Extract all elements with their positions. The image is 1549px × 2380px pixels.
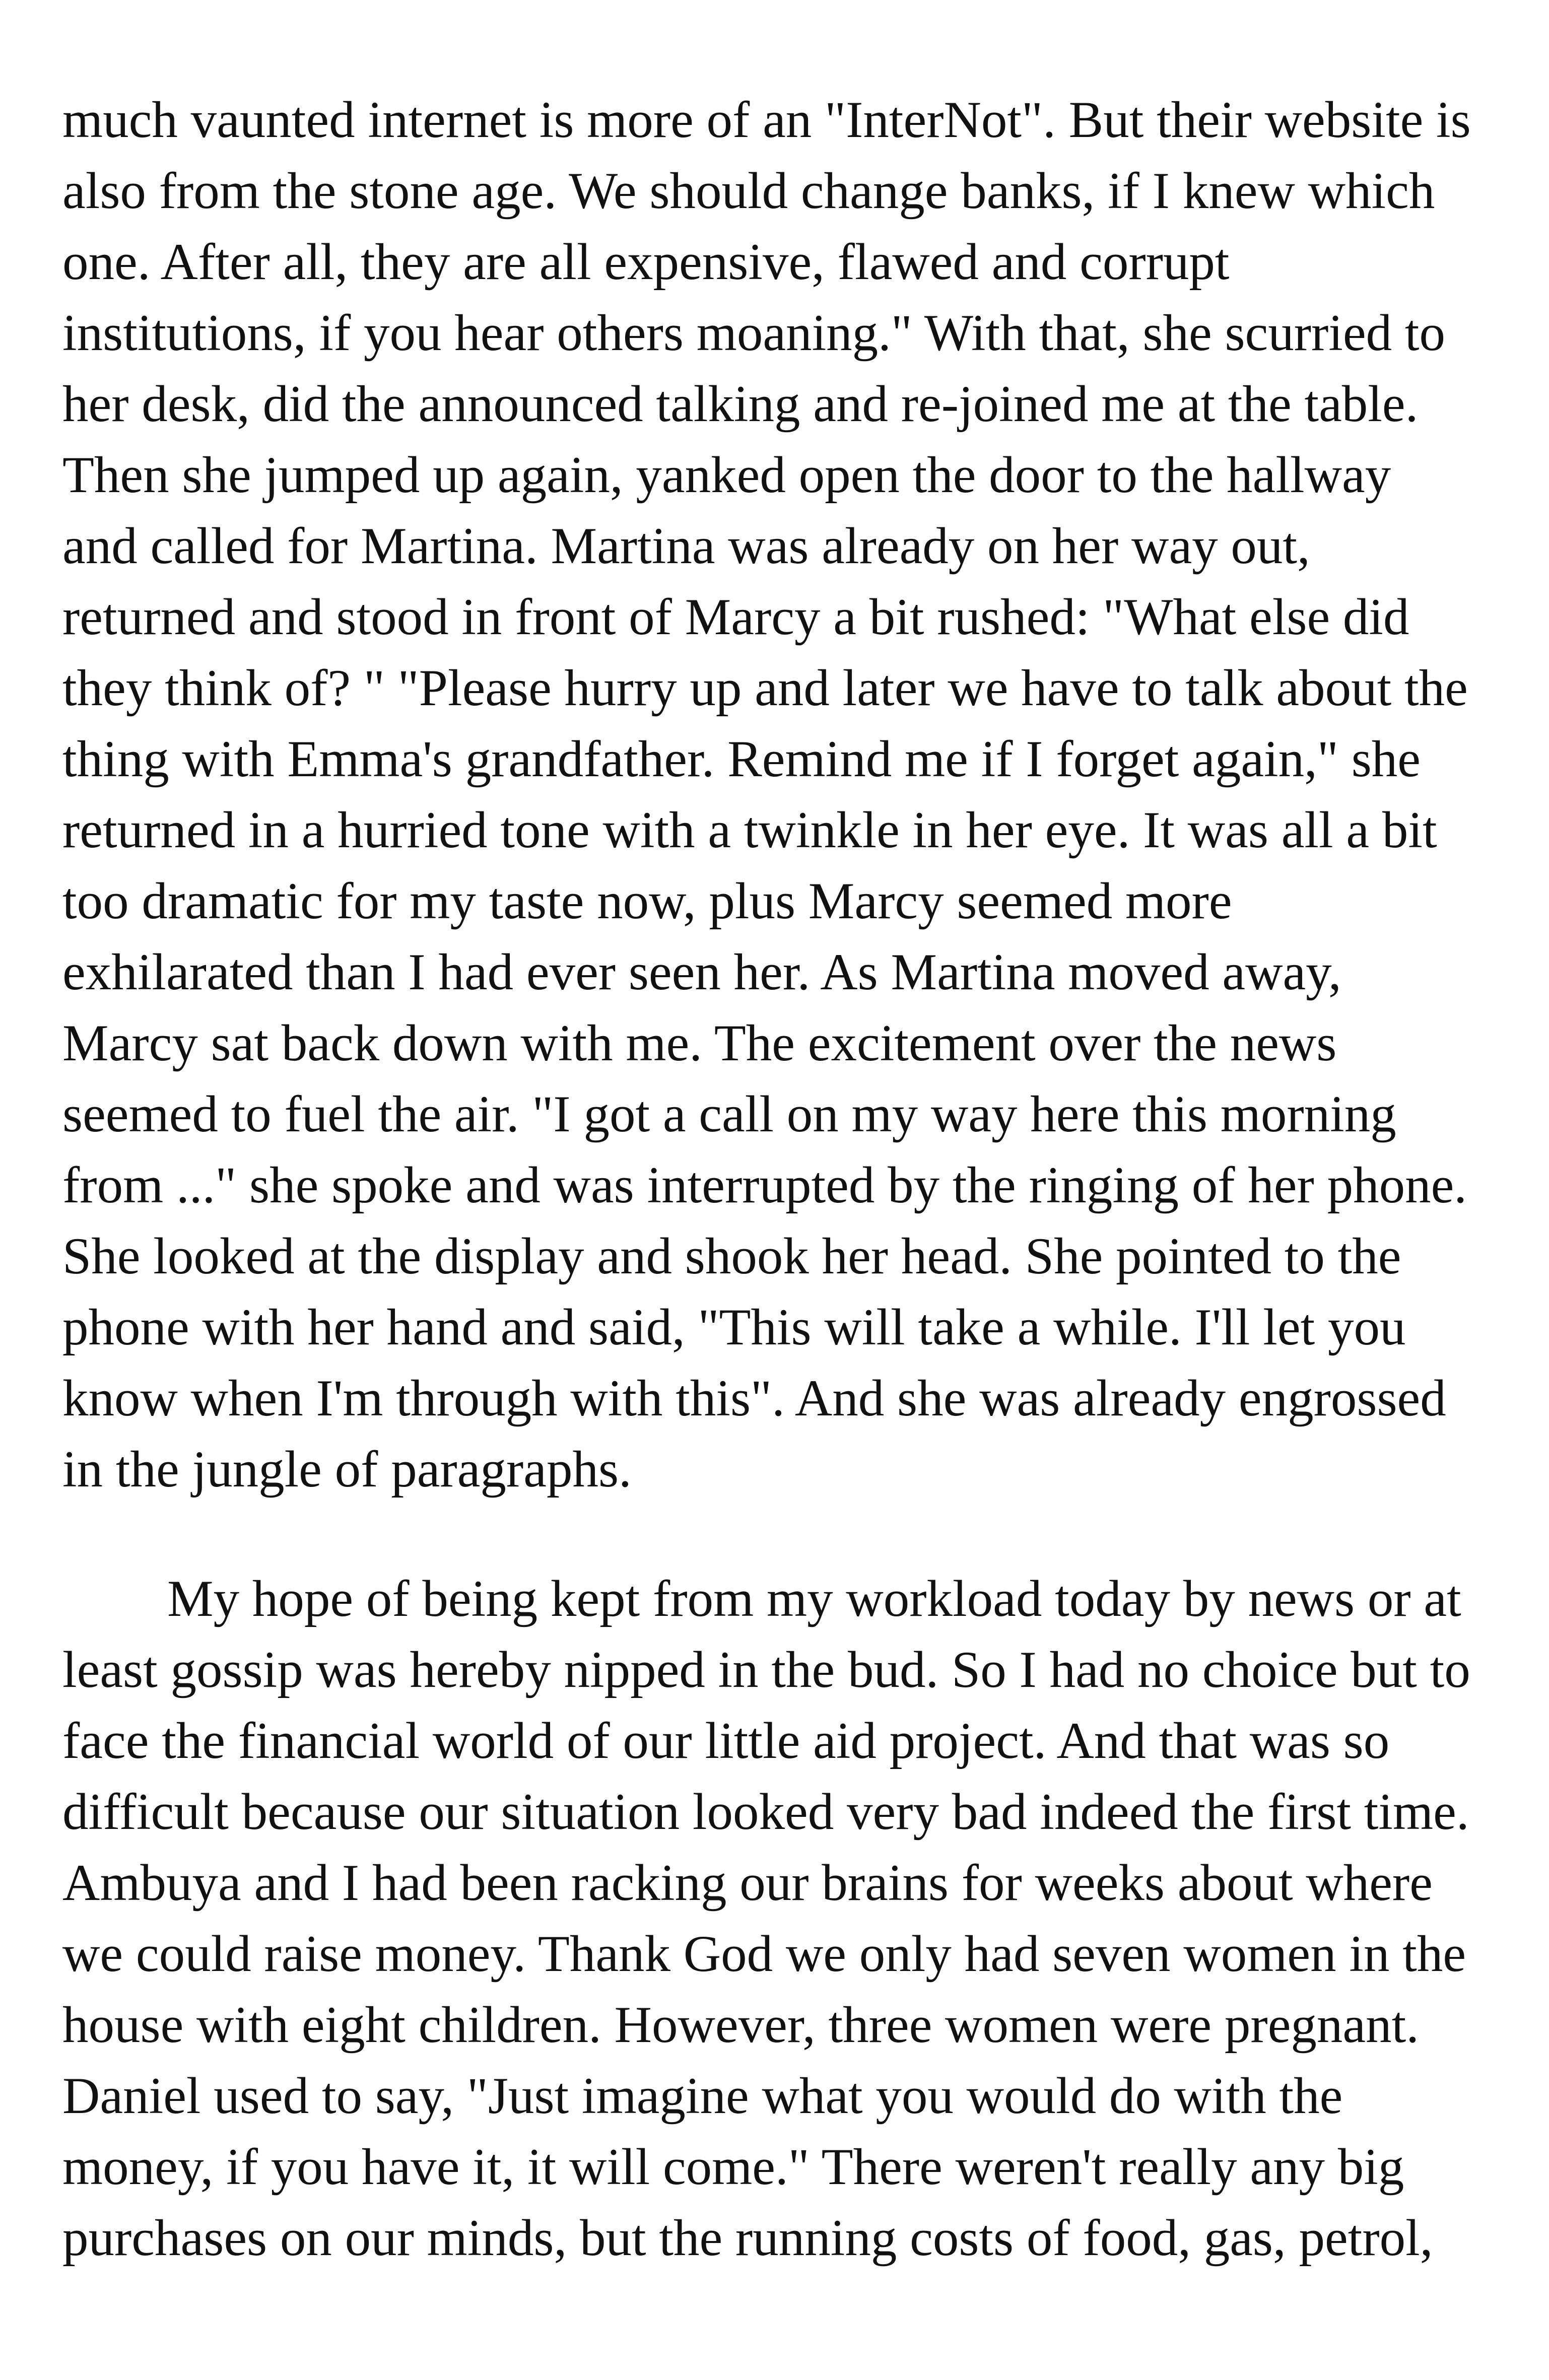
text-line: Marcy sat back down with me. The excitement over the news <box>62 1014 1337 1072</box>
text-line: too dramatic for my taste now, plus Marcy seemed more <box>62 872 1232 930</box>
text-line: house with eight children. However, three women were pregnant. <box>62 1996 1419 2054</box>
text-line: her desk, did the announced talking and re-joined me at the table. <box>62 375 1419 433</box>
text-line: returned in a hurried tone with a twinkle in her eye. It was all a bit <box>62 801 1437 859</box>
text-line: and called for Martina. Martina was already on her way out, <box>62 517 1310 575</box>
text-line: know when I'm through with this". And she was already engrossed <box>62 1370 1446 1427</box>
text-line: money, if you have it, it will come." There weren't really any big <box>62 2138 1404 2196</box>
text-line: face the financial world of our little aid project. And that was so <box>62 1712 1390 1770</box>
text-line: one. After all, they are all expensive, flawed and corrupt <box>62 233 1230 291</box>
text-line: they think of? " "Please hurry up and later we have to talk about the <box>62 659 1468 717</box>
text-line: Ambuya and I had been racking our brains for weeks about where <box>62 1854 1433 1912</box>
text-line: exhilarated than I had ever seen her. As Martina moved away, <box>62 943 1341 1001</box>
text-line: in the jungle of paragraphs. <box>62 1441 632 1498</box>
text-line: much vaunted internet is more of an "InterNot". But their website is <box>62 91 1471 149</box>
text-line: we could raise money. Thank God we only had seven women in the <box>62 1925 1466 1983</box>
text-line: from ..." she spoke and was interrupted by the ringing of her phone. <box>62 1157 1467 1214</box>
text-line: purchases on our minds, but the running costs of food, gas, petrol, <box>62 2209 1433 2267</box>
text-line: seemed to fuel the air. "I got a call on my way here this morning <box>62 1085 1396 1143</box>
text-line: Daniel used to say, "Just imagine what you would do with the <box>62 2067 1343 2125</box>
text-line: difficult because our situation looked very bad indeed the first time. <box>62 1783 1469 1841</box>
text-line: phone with her hand and said, "This will take a while. I'll let you <box>62 1299 1406 1356</box>
text-line: returned and stood in front of Marcy a bit rushed: "What else did <box>62 588 1409 646</box>
text-line: Then she jumped up again, yanked open the door to the hallway <box>62 446 1391 504</box>
paragraph-1 <box>62 85 1489 1505</box>
text-line: She looked at the display and shook her head. She pointed to the <box>62 1228 1401 1285</box>
paragraph-2 <box>62 1563 1489 2274</box>
text-line: also from the stone age. We should change banks, if I knew which <box>62 162 1435 220</box>
text-line: institutions, if you hear others moaning." With that, she scurried to <box>62 304 1446 362</box>
text-line: least gossip was hereby nipped in the bud. So I had no choice but to <box>62 1641 1470 1698</box>
text-line-indented: My hope of being kept from my workload today by news or at <box>167 1570 1461 1627</box>
text-line: thing with Emma's grandfather. Remind me if I forget again," she <box>62 730 1421 788</box>
